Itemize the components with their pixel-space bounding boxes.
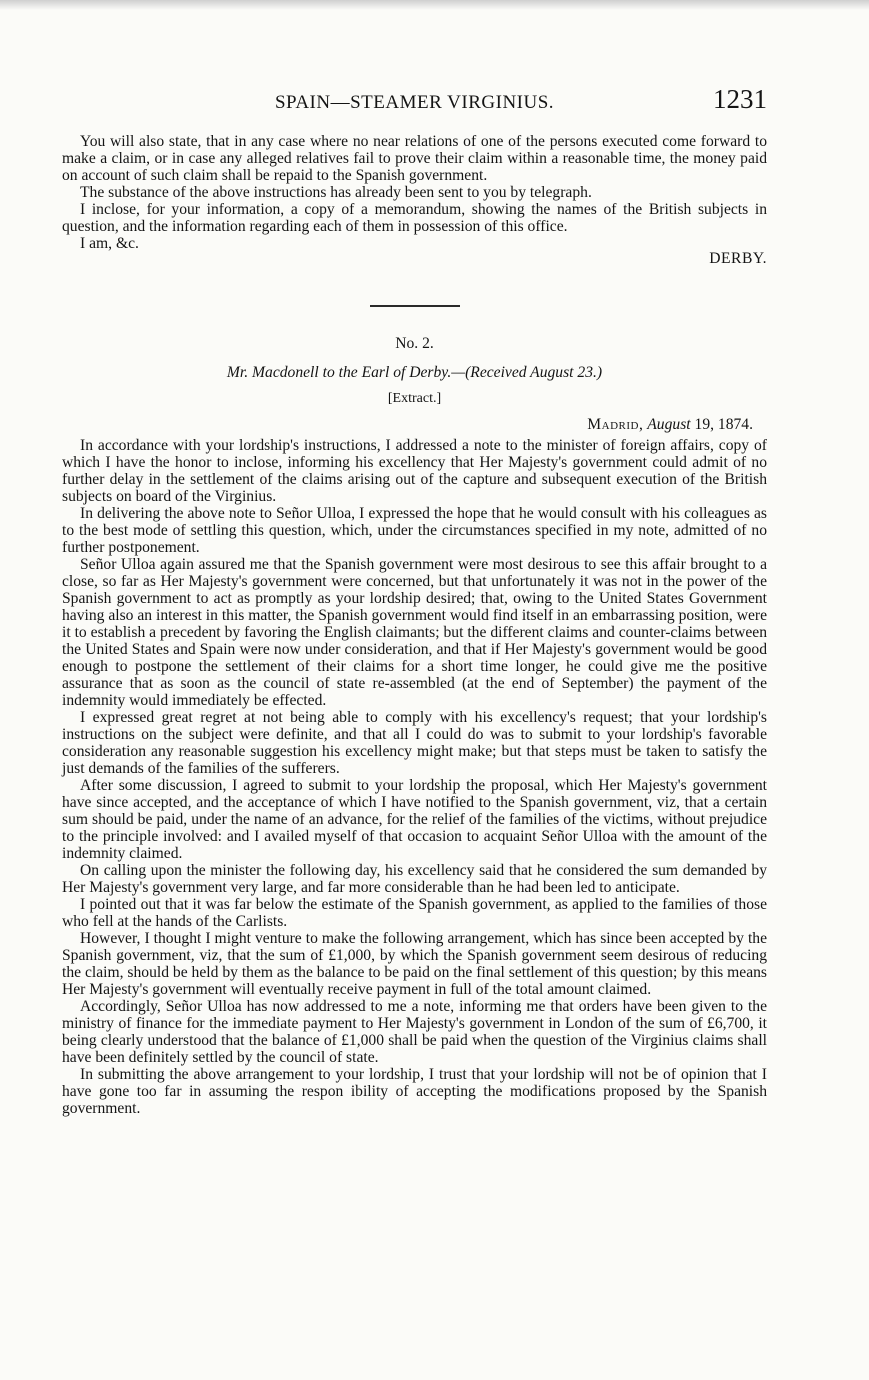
extract-label: [Extract.] <box>387 391 442 406</box>
paragraph: Accordingly, Señor Ulloa has now addressed to me a note, informing me that orders have been given to the ministry of finance for the immediate payment to Her Majesty's government in London of the sum of £6,700, it being clearly understood that the balance of £1,000 shall be paid when the question of the Virginius claims shall have been definitely settled by the council of state. <box>62 998 767 1066</box>
dateline <box>62 416 767 433</box>
paragraph: On calling upon the minister the following day, his excellency said that he considered the sum demanded by Her Majesty's government very large, and far more considerable than he had been led to anticipate. <box>62 862 767 896</box>
paragraph: I expressed great regret at not being able to comply with his excellency's request; that your lordship's instructions on the subject were definite, and that all I could do was to submit to your lordship's favorable consideration any reasonable suggestion his excellency might make; but that steps must be taken to satisfy the just demands of the families of the sufferers. <box>62 709 767 777</box>
paragraph: However, I thought I might venture to make the following arrangement, which has since been accepted by the Spanish government, viz, that the sum of £1,000, by which the Spanish government seem desirous of reducing the claim, should be held by them as the balance to be paid on the final settlement of this question; by this means Her Majesty's government will eventually receive payment in full of the total amount claimed. <box>62 930 767 998</box>
running-title: SPAIN—STEAMER VIRGINIUS. <box>274 92 555 113</box>
paragraph: After some discussion, I agreed to submit to your lordship the proposal, which Her Majesty's government have since accepted, and the acceptance of which I have notified to the Spanish government, viz, that a certain sum should be paid, under the name of an advance, for the relief of the families of the victims, without prejudice to the principle involved: and I availed myself of that occasion to acquaint Señor Ulloa with the amount of the indemnity claimed. <box>62 777 767 862</box>
dateline-city: Madrid, <box>587 416 644 433</box>
section-divider <box>370 305 460 307</box>
signature: DERBY. <box>709 250 767 267</box>
page-number: 1231 <box>713 84 767 114</box>
page-body <box>62 133 767 1117</box>
paragraph: You will also state, that in any case where no near relations of one of the persons executed come forward to make a claim, or in case any alleged relatives fail to prove their claim within a reasonable time, the money paid on account of such claim shall be repaid to the Spanish government. <box>62 133 767 184</box>
paragraph: I inclose, for your information, a copy of a memorandum, showing the names of the British subjects in question, and the information regarding each of them in possession of this office. <box>62 201 767 235</box>
document-heading: Mr. Macdonell to the Earl of Derby.—(Received August 23.) <box>226 364 603 381</box>
paragraph: In submitting the above arrangement to your lordship, I trust that your lordship will not be of opinion that I have gone too far in assuming the respon ibility of accepting the modifications proposed by the Spanish government. <box>62 1066 767 1117</box>
document-number: No. 2. <box>395 335 434 352</box>
letter-closing: I am, &c. <box>80 235 139 252</box>
paragraph: I pointed out that it was far below the estimate of the Spanish government, as applied to the families of those who fell at the hands of the Carlists. <box>62 896 767 930</box>
letter-1 <box>62 133 767 267</box>
paragraph: In delivering the above note to Señor Ulloa, I expressed the hope that he would consult with his colleagues as to the best mode of settling this question, which, under the circumstances specified in my note, admitted of no further postponement. <box>62 505 767 556</box>
paragraph: In accordance with your lordship's instructions, I addressed a note to the minister of foreign affairs, copy of which I have the honor to inclose, informing his excellency that Her Majesty's government could admit of no further delay in the settlement of the claims arising out of the capture and subsequent execution of the British subjects on board of the Virginius. <box>62 437 767 505</box>
dateline-day-year: 19, 1874. <box>694 416 753 433</box>
paragraph: The substance of the above instructions has already been sent to you by telegraph. <box>80 184 592 201</box>
running-header <box>62 84 767 118</box>
letter-2 <box>62 335 767 1117</box>
paragraph: Señor Ulloa again assured me that the Spanish government were most desirous to see this affair brought to a close, so far as Her Majesty's government were concerned, but that unfortunately it was not in the power of the Spanish government to act as promptly as your lordship desired; that, owing to the United States Government having also an interest in this matter, the Spanish government would find itself in an embarrassing position, were it to establish a precedent by favoring the English claimants; but the different claims and counter-claims between the United States and Spain were now under consideration, and that if Her Majesty's government would be good enough to postpone the settlement of their claims for a short time longer, he could give me the positive assurance that as soon as the council of state re-assembled (at the end of September) the payment of the indemnity would immediately be effected. <box>62 556 767 709</box>
page-top-edge <box>0 0 869 10</box>
dateline-month: August <box>647 416 691 433</box>
